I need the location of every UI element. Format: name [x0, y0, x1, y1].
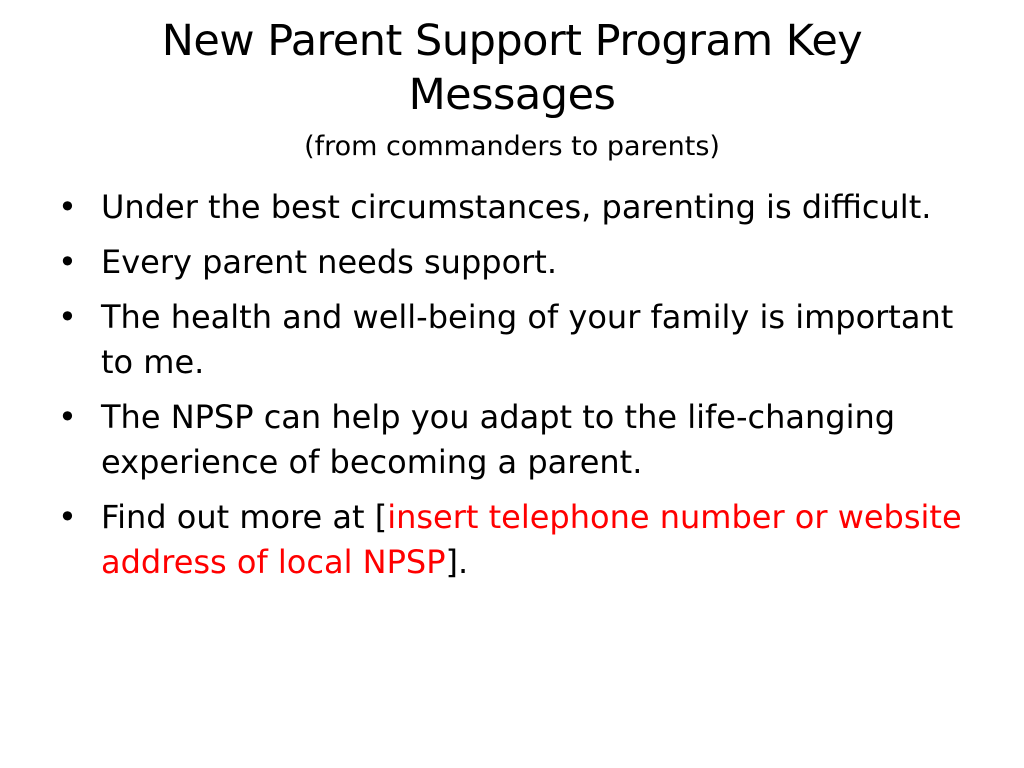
bullet-item-1 — [58, 185, 964, 230]
bullet-item-5 — [58, 495, 964, 585]
bullet-text-prefix: Find out more at [ — [101, 498, 388, 536]
slide-subtitle: (from commanders to parents) — [304, 131, 720, 162]
bullet-item-3 — [58, 295, 964, 385]
bullet-icon: • — [58, 498, 77, 536]
bullet-icon: • — [58, 398, 77, 436]
bullet-item-4 — [58, 395, 964, 485]
bullet-icon: • — [58, 243, 77, 281]
bullet-icon: • — [58, 188, 77, 226]
bullet-text: The NPSP can help you adapt to the life-changing experience of becoming a parent. — [101, 398, 896, 481]
title-block — [60, 14, 964, 164]
bullet-text-suffix: ]. — [445, 543, 469, 581]
slide-title: New Parent Support Program Key Messages — [161, 16, 863, 120]
bullet-item-2 — [58, 240, 964, 285]
bullet-text: Under the best circumstances, parenting is difficult. — [101, 188, 932, 226]
placeholder-text: insert telephone number or website address of local NPSP — [101, 498, 962, 581]
bullet-text: Every parent needs support. — [101, 243, 558, 281]
bullet-icon: • — [58, 298, 77, 336]
bullet-list — [58, 185, 964, 595]
bullet-text: The health and well-being of your family is important to me. — [101, 298, 954, 381]
